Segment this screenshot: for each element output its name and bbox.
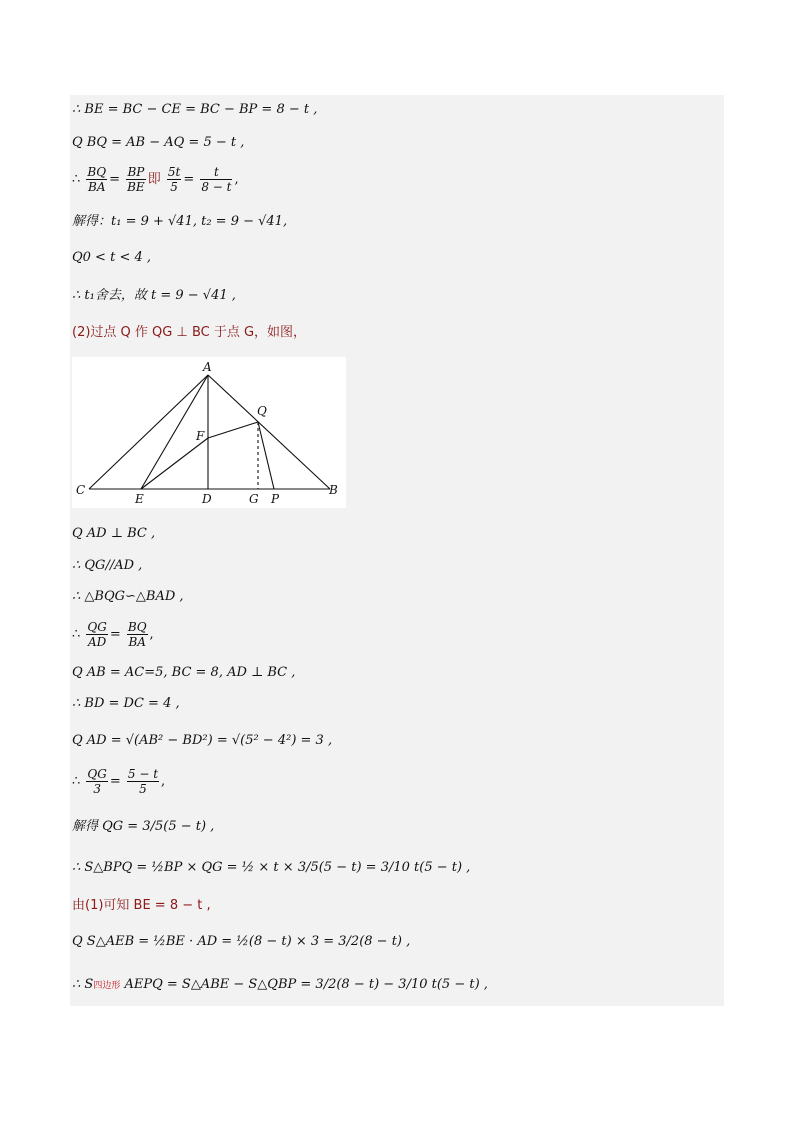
frac-qg-3: $\frac{QG}{3}$: [87, 767, 107, 796]
frac-bq-ba-2: $\frac{BQ}{BA}$: [127, 620, 147, 649]
line-part2: [72, 323, 306, 343]
ji-text: 即: [147, 172, 161, 187]
line-bq-text: Q BQ = AB − AQ = 5 − t ,: [72, 135, 245, 150]
s-quad-cn: 四边形: [93, 981, 121, 991]
line-s-quad: [72, 975, 488, 995]
label-f: F: [196, 429, 205, 443]
therefore-symbol-3: ∴: [72, 774, 81, 789]
line-ratio-qg: ∴ $\frac{QG}{AD}$ = $\frac{BQ}{BA}$ ,: [72, 620, 154, 649]
line-s-bpq-text: ∴ S△BPQ = ½BP × QG = ½ × t × 3/5(5 − t) = 3/10 t(5 − t) ,: [72, 860, 471, 875]
line-ad-perp-text: Q AD ⊥ BC ,: [72, 526, 156, 541]
line-range: [72, 248, 151, 268]
line-ad-value-text: Q AD = √(AB² − BD²) = √(5² − 4²) = 3 ,: [72, 733, 333, 748]
therefore-symbol-2: ∴: [72, 627, 81, 642]
line-discard-text: ∴ t₁舍去，故 t = 9 − √41 ,: [72, 288, 236, 303]
s-quad-prefix: ∴ S: [72, 977, 94, 992]
line-part2-text: (2)过点 Q 作 QG ⊥ BC 于点 G，如图，: [72, 325, 307, 340]
line-bd-dc-text: ∴ BD = DC = 4 ,: [72, 696, 180, 711]
label-p: P: [271, 492, 280, 506]
label-e: E: [135, 492, 144, 506]
line-bq: [72, 133, 244, 153]
line-parallel: [72, 556, 142, 576]
line-be-text: ∴ BE = BC − CE = BC − BP = 8 − t ,: [72, 102, 318, 117]
s-quad-rest: AEPQ = S△ABE − S△QBP = 3/2(8 − t) − 3/10 t(5 − t) ,: [124, 977, 488, 992]
line-s-bpq: [72, 858, 470, 878]
line-similar: [72, 587, 184, 607]
frac-qg-ad: $\frac{QG}{AD}$: [87, 620, 107, 649]
line-s-aeb-text: Q S△AEB = ½BE · AD = ½(8 − t) × 3 = 3/2(8 − t) ,: [72, 934, 411, 949]
label-g: G: [249, 492, 259, 506]
triangle-diagram: [72, 357, 346, 508]
geometry-figure: [72, 357, 346, 508]
line-qg-solve: [72, 817, 214, 837]
frac-5t-5: $\frac{5t}{5}$: [167, 165, 181, 194]
line-given-text: Q AB = AC=5, BC = 8, AD ⊥ BC ,: [72, 665, 296, 680]
line-range-text: Q0 < t < 4 ,: [72, 250, 152, 265]
line-proportion: ∴ $\frac{BQ}{BA}$ = $\frac{BP}{BE}$ 即 $\frac{5t}{5}$ = $\frac{t}{8 - t}$ ,: [72, 165, 239, 194]
therefore-symbol: ∴: [72, 172, 81, 187]
label-b: B: [329, 483, 338, 497]
line-given: [72, 663, 295, 683]
line-ad-value: [72, 731, 332, 751]
line-ratio-qg3: ∴ $\frac{QG}{3}$ = $\frac{5 - t}{5}$ ,: [72, 767, 166, 796]
segment-ca: [89, 375, 208, 489]
label-a: A: [203, 360, 212, 374]
frac-bq-ba: $\frac{BQ}{BA}$: [87, 165, 107, 194]
line-from-part1-text: 由(1)可知 BE = 8 − t ,: [72, 898, 211, 913]
line-be: [72, 100, 317, 120]
line-solve-text: 解得：t₁ = 9 + √41, t₂ = 9 − √41,: [72, 214, 288, 229]
frac-t-8mt: $\frac{t}{8 - t}$: [201, 165, 232, 194]
label-q: Q: [257, 404, 267, 418]
line-s-aeb: [72, 932, 410, 952]
line-bd-dc: [72, 694, 180, 714]
label-d: D: [202, 492, 212, 506]
label-c: C: [76, 483, 86, 497]
segment-qp: [258, 422, 274, 489]
segment-fq: [208, 422, 258, 438]
frac-5mt-5: $\frac{5 - t}{5}$: [127, 767, 159, 796]
line-similar-text: ∴ △BQG∽△BAD ,: [72, 589, 184, 604]
line-from-part1: [72, 896, 211, 916]
frac-bp-be: $\frac{BP}{BE}$: [127, 165, 145, 194]
segment-ef: [141, 438, 208, 489]
line-parallel-text: ∴ QG//AD ,: [72, 558, 143, 573]
line-solve: [72, 212, 287, 232]
line-ad-perp: [72, 524, 155, 544]
line-discard: [72, 286, 236, 306]
line-qg-solve-text: 解得 QG = 3/5(5 − t) ,: [72, 819, 215, 834]
